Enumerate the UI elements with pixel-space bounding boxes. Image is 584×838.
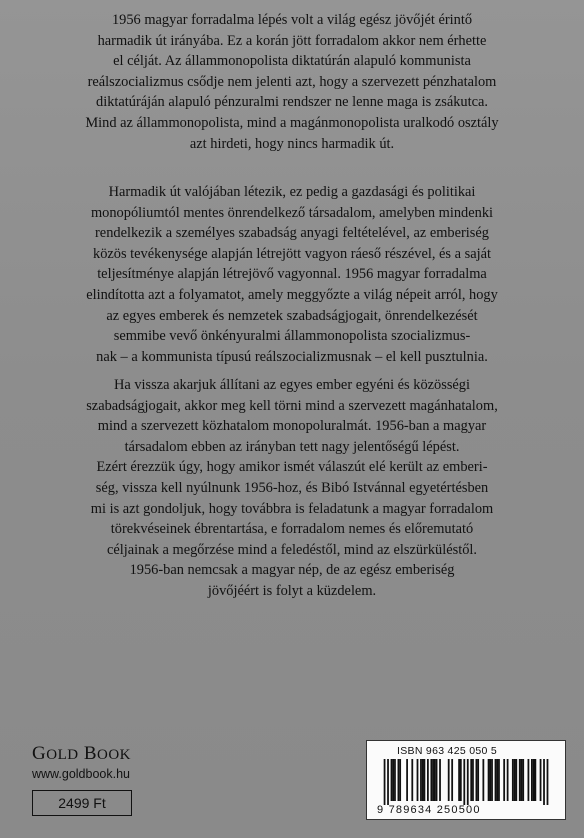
publisher-block [32, 743, 131, 781]
barcode-bar [470, 759, 472, 801]
text-line: azt hirdeti, hogy nincs harmadik út. [189, 135, 395, 152]
publisher-name-rest: OOK [97, 747, 131, 763]
publisher-name [32, 743, 131, 766]
barcode-bar [540, 759, 542, 801]
text-line: 1956-ban nemcsak a magyar nép, de az egész emberiség [129, 562, 455, 579]
barcode-bar [427, 759, 429, 801]
barcode-box [366, 740, 566, 820]
text-line: 1956 magyar forradalma lépés volt a világ egész jövőjét érintő [111, 12, 473, 28]
barcode-bar [498, 759, 500, 801]
barcode-bar [420, 759, 422, 801]
paragraph-3 [62, 375, 522, 602]
text-line: rendelkezik a személyes szabadság anyagi feltételével, az emberiség [95, 225, 489, 242]
barcode-bar [533, 759, 535, 801]
barcode-bar [514, 759, 516, 801]
barcode-bar [392, 759, 394, 801]
barcode-bar [387, 759, 389, 805]
text-line: társadalom ebben az irányban tett nagy jelentőségű lépést. [124, 438, 460, 455]
text-line: mi is azt gondoljuk, hogy továbbra is feladatunk a magyar forradalom [90, 500, 494, 517]
barcode-bar [488, 759, 490, 801]
text-line: ség, vissza kell nyúlnunk 1956-hoz, és Bibó Istvánnal egyetértésben [95, 479, 489, 496]
barcode-bar [472, 759, 474, 801]
text-line: szabadságjogait, akkor meg kell törni mind a szervezett magánhatalom, [86, 397, 498, 414]
barcode-bar [451, 759, 453, 801]
publisher-name-rest: OLD [46, 747, 79, 763]
barcode-bar [547, 759, 549, 805]
barcode-bar [417, 759, 419, 801]
barcode-bar [528, 759, 530, 801]
text-line: Ezért érezzük úgy, hogy amikor ismét válaszút elé került az emberi- [96, 459, 488, 476]
barcode-bar [411, 759, 413, 801]
barcode-bar [521, 759, 523, 801]
barcode-bar [515, 759, 517, 801]
barcode-bar [463, 759, 465, 805]
barcode-bar [512, 759, 514, 801]
text-line: diktatúráján alapuló pénzuralmi rendszer ne lenne maga is zsákutca. [96, 94, 488, 111]
text-line: törekvéseinek ébrentartása, e forradalom nemes és előremutató [110, 521, 474, 538]
text-line: semmibe vevő önkényuralmi állammonopolista szocializmus- [113, 328, 471, 345]
barcode-bar [460, 759, 462, 801]
barcode-bar [534, 759, 536, 801]
text-line: céljainak a megőrzése mind a feledéstől, mind az elszürküléstől. [106, 541, 478, 558]
paragraph-1 [62, 10, 522, 154]
barcode-bar [531, 759, 533, 801]
barcode-bar [430, 759, 432, 801]
barcode-bar [482, 759, 484, 801]
text-line: az egyes emberek és nemzetek szabadságjogait, önrendelkezését [106, 307, 478, 324]
barcode-bar [439, 759, 441, 801]
barcode-bar [394, 759, 396, 801]
barcode-bar [399, 759, 401, 801]
text-line: reálszocializmus csődje nem jelenti azt, hogy a szervezett pénzhatalom [87, 73, 497, 90]
text-line: monopóliumtól mentes önrendelkező társadalom, amelyben mindenki [90, 204, 494, 221]
barcode-bar [491, 759, 493, 801]
ean-digits: 9 789634 250500 [377, 804, 481, 816]
price-box [32, 790, 132, 816]
barcode-bar [476, 759, 478, 801]
text-line: közös tevékenysége alapján létrejött vagyon ráeső részével, és a saját [93, 245, 491, 262]
barcode-bar [434, 759, 436, 801]
barcode-bar [384, 759, 386, 805]
barcode-bar [489, 759, 491, 801]
barcode-bar [436, 759, 438, 801]
text-line: jövőjéért is folyt a küzdelem. [207, 582, 377, 599]
barcode-bar [477, 759, 479, 801]
text-line: mind a szervezett közhatalom monopoluralmát. 1956-ban a magyar [97, 418, 487, 435]
text-line: nak – a kommunista típusú reálszocializmusnak – el kell pusztulnia. [96, 348, 488, 365]
publisher-name-initial: G [32, 743, 47, 764]
barcode-bar [424, 759, 426, 801]
price-label: 2499 Ft [58, 795, 106, 811]
text-line: Harmadik út valójában létezik, ez pedig a gazdasági és politikai [108, 184, 476, 200]
barcode-bar [507, 759, 509, 801]
barcode-bar [503, 759, 505, 801]
text-line: harmadik út irányába. Ez a korán jött forradalom akkor nem érhette [97, 32, 487, 49]
paragraph-2 [62, 182, 522, 367]
text-line: el célját. Az állammonopolista diktatúrán alapuló kommunista [113, 53, 471, 70]
barcode-bar [432, 759, 434, 801]
barcode-bar [519, 759, 521, 801]
text-line: Mind az állammonopolista, mind a magánmonopolista uralkodó osztály [85, 114, 499, 131]
barcode-image [375, 759, 557, 805]
barcode-bar [543, 759, 545, 805]
text-line: teljesítménye alapján létrejövő vagyonnal. 1956 magyar forradalma [97, 266, 487, 283]
barcode-bar [496, 759, 498, 801]
barcode-bar [448, 759, 450, 801]
barcode-bar [406, 759, 408, 801]
barcode-bar [458, 759, 460, 801]
barcode-bar [422, 759, 424, 801]
barcode-bar [495, 759, 497, 801]
publisher-name-initial: B [83, 743, 97, 764]
barcode-bar [522, 759, 524, 801]
publisher-url: www.goldbook.hu [32, 767, 130, 781]
barcode-bar [391, 759, 393, 801]
barcode-bar [398, 759, 400, 801]
barcode-bar [467, 759, 469, 805]
isbn-label: ISBN 963 425 050 5 [397, 745, 497, 757]
text-line: Ha vissza akarjuk állítani az egyes ember egyéni és közösségi [113, 377, 471, 393]
text-line: elindította azt a folyamatot, amely meggyőzte a világ népeit arról, hogy [86, 286, 498, 303]
